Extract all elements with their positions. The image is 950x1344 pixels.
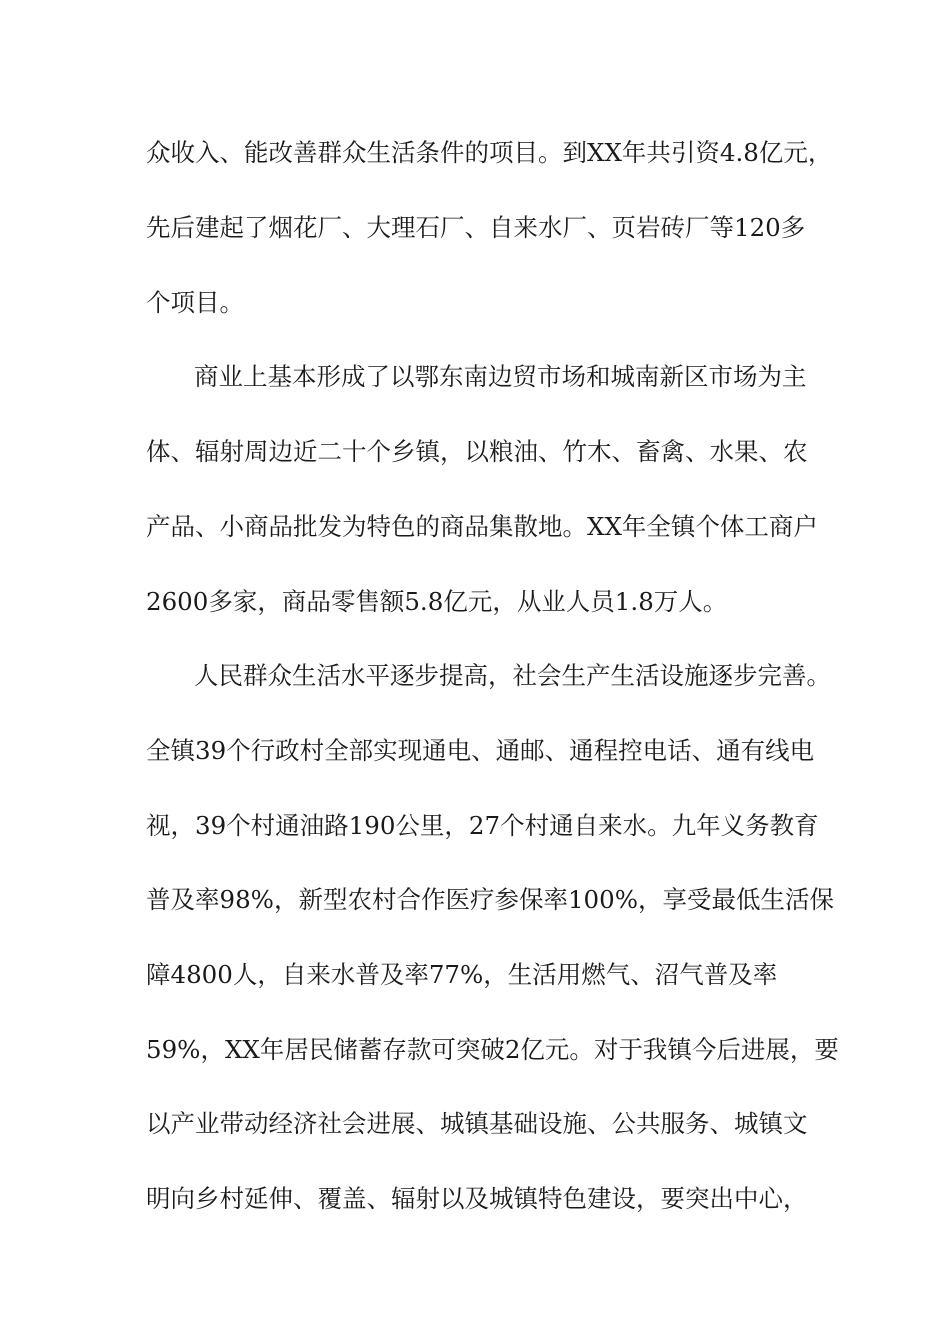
text-line: 体、辐射周边近二十个乡镇，以粮油、竹木、畜禽、水果、农	[146, 437, 808, 466]
text-line: 个项目。	[146, 288, 244, 317]
text-line: 2600多家，商品零售额5.8亿元，从业人员1.8万人。	[146, 587, 728, 616]
text-line: 视，39个村通油路190公里，27个村通自来水。九年义务教育	[146, 811, 819, 840]
text-line: 众收入、能改善群众生活条件的项目。到XX年共引资4.8亿元，	[146, 138, 833, 167]
text-line: 商业上基本形成了以鄂东南边贸市场和城南新区市场为主	[194, 362, 807, 391]
text-line: 障4800人，自来水普及率77%，生活用燃气、沼气普及率	[146, 960, 778, 989]
text-line: 以产业带动经济社会进展、城镇基础设施、公共服务、城镇文	[146, 1109, 808, 1138]
text-line: 59%，XX年居民储蓄存款可突破2亿元。对于我镇今后进展，要	[146, 1035, 839, 1064]
text-line: 明向乡村延伸、覆盖、辐射以及城镇特色建设，要突出中心，	[146, 1184, 808, 1213]
text-line: 产品、小商品批发为特色的商品集散地。XX年全镇个体工商户	[146, 512, 818, 541]
text-line: 普及率98%，新型农村合作医疗参保率100%，享受最低生活保	[146, 885, 834, 914]
text-line: 全镇39个行政村全部实现通电、通邮、通程控电话、通有线电	[146, 736, 815, 765]
text-line: 人民群众生活水平逐步提高，社会生产生活设施逐步完善。	[194, 661, 831, 690]
text-line: 先后建起了烟花厂、大理石厂、自来水厂、页岩砖厂等120多	[146, 213, 806, 242]
